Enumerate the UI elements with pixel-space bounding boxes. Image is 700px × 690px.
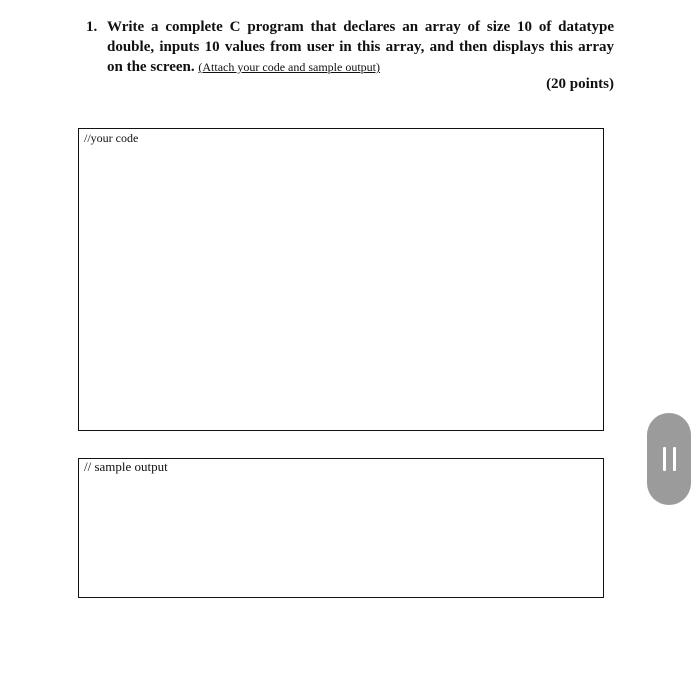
drag-handle-icon[interactable] bbox=[647, 413, 691, 505]
code-box-label: //your code bbox=[84, 131, 139, 145]
question-number: 1. bbox=[86, 19, 98, 35]
question-note: (Attach your code and sample output) bbox=[198, 60, 381, 74]
code-answer-box[interactable] bbox=[78, 128, 604, 431]
question-text: Write a complete C program that declares an array of size 10 of datatype double, inputs 10 values from user in this array, and then displays this array on the screen. bbox=[107, 19, 614, 75]
points-label: (20 points) bbox=[546, 76, 614, 92]
output-box-label: // sample output bbox=[84, 459, 168, 474]
drag-handle-bar bbox=[663, 447, 666, 471]
output-answer-box[interactable] bbox=[78, 458, 604, 598]
drag-handle-bar bbox=[673, 447, 676, 471]
question-block bbox=[86, 17, 614, 77]
question-text-container bbox=[107, 17, 614, 77]
